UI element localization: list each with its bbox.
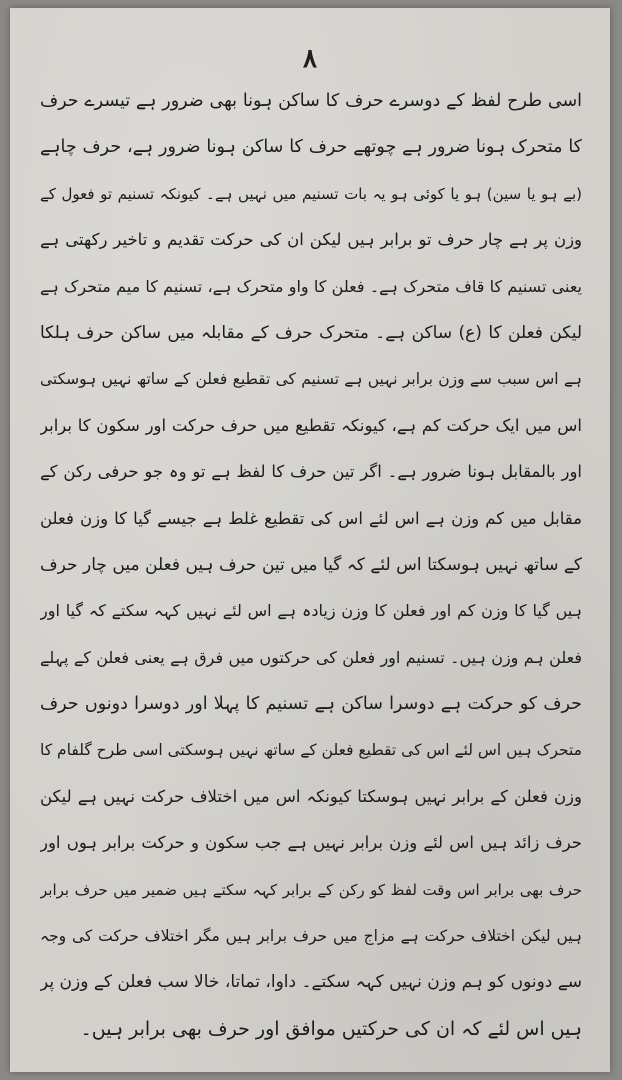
text-line: اسی طرح لفظ کے دوسرے حرف کا ساکن ہونا بھی ضرور ہے تیسرے حرف [40, 91, 582, 111]
text-line: ہیں گیا کا وزن کم اور فعلن کا وزن زیادہ ہے اس لئے نہیں کہہ سکتے کہ گیا اور [40, 601, 582, 621]
text-line: اس میں ایک حرکت کم ہے، کیونکہ تقطیع میں حرف حرکت اور سکون کا برابر [40, 415, 582, 435]
text-line: کے ساتھ نہیں ہوسکتا اس لئے کہ گیا میں تین حرف ہیں فعلن میں چار حرف [40, 554, 582, 575]
text-line: ہیں لیکن اختلاف حرکت ہے مزاج میں حرف برابر ہیں مگر اختلاف حرکت کی وجہ [40, 927, 582, 946]
text-line: سے دونوں کو ہم وزن نہیں کہہ سکتے۔ داوا، تماتا، خالا سب فعلن کے وزن پر [40, 972, 582, 993]
text-line: حرف بھی برابر اس وقت لفظ کو رکن کے برابر کہہ سکتے ہیں ضمیر میں حرف برابر [40, 880, 582, 899]
text-line-last: ہیں اس لئے کہ ان کی حرکتیں موافق اور حرف بھی برابر ہیں۔ [80, 1017, 582, 1040]
book-page [10, 8, 610, 1072]
text-line: فعلن ہم وزن ہیں۔ تسنیم اور فعلن کی حرکتوں میں فرق ہے یعنی فعلن کے پہلے [40, 647, 582, 667]
text-line: یعنی تسنیم کا قاف متحرک ہے۔ فعلن کا واو متحرک ہے، تسنیم کا میم متحرک ہے [40, 276, 582, 296]
text-line: لیکن فعلن کا (ع) ساکن ہے۔ متحرک حرف کے مقابلہ میں ساکن حرف ہلکا [40, 322, 582, 343]
urdu-text-block [40, 78, 582, 1052]
text-line: (بے ہو یا سین) ہو یا کوئی ہو یہ بات تسنیم میں نہیں ہے۔ کیونکہ تسنیم تو فعول کے [40, 184, 582, 203]
text-line: ہے اس سبب سے وزن برابر نہیں ہے تسنیم کی تقطیع فعلن کے ساتھ نہیں ہوسکتی [40, 370, 582, 389]
text-line: کا متحرک ہونا ضرور ہے چوتھے حرف کا ساکن ہونا ضرور ہے، حرف چاہے [40, 137, 582, 158]
text-line: حرف زائد ہیں اس لئے وزن برابر نہیں ہے جب سکون و حرکت برابر ہوں اور [40, 833, 582, 853]
text-line: وزن پر ہے چار حرف تو برابر ہیں لیکن ان کی حرکت تقدیم و تاخیر رکھتی ہے [40, 230, 582, 250]
page-number: ۸ [303, 44, 317, 74]
text-line: حرف کو حرکت ہے دوسرا ساکن ہے تسنیم کا پہلا اور دوسرا دونوں حرف [40, 694, 582, 715]
text-line: متحرک ہیں اس لئے اس کی تقطیع فعلن کے ساتھ نہیں ہوسکتی اسی طرح گلفام کا [40, 741, 582, 760]
text-line: مقابل میں کم وزن ہے اس لئے اس کی تقطیع غلط ہے جیسے گیا کا وزن فعلن [40, 508, 582, 528]
text-line: اور بالمقابل ہونا ضرور ہے۔ اگر تین حرف کا لفظ ہے تو وہ جو حرفی رکن کے [40, 462, 582, 482]
text-line: وزن فعلن کے برابر نہیں ہوسکتا کیونکہ اس میں اختلاف حرکت نہیں ہے لیکن [40, 786, 582, 806]
